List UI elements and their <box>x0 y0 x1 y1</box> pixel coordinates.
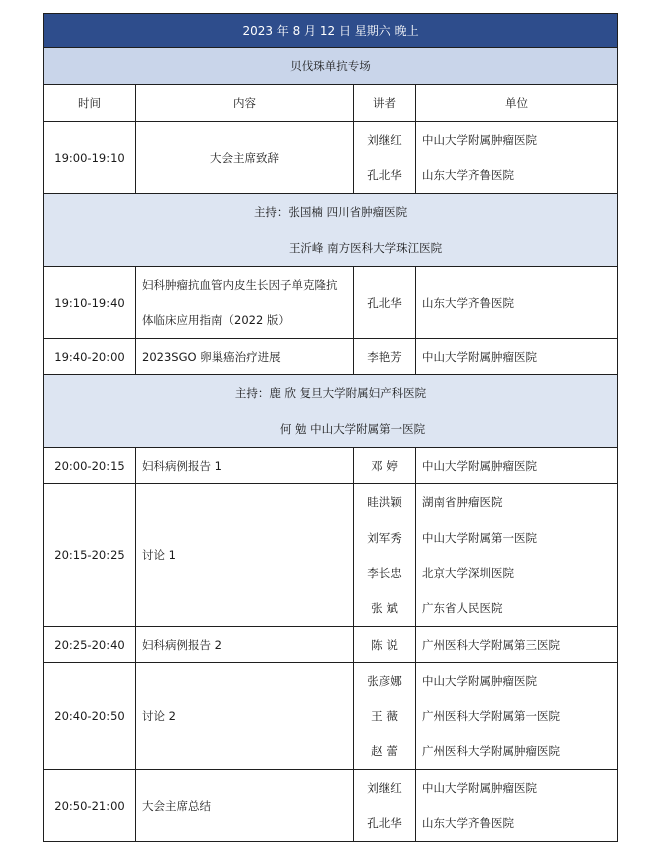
speaker-cell <box>354 663 416 770</box>
unit-cell <box>416 484 618 627</box>
header-time: 时间 <box>44 85 136 122</box>
time-cell: 19:40-20:00 <box>44 339 136 375</box>
speaker-name: 王 薇 <box>371 709 398 723</box>
header-row <box>44 85 618 122</box>
time-cell: 20:00-20:15 <box>44 448 136 484</box>
content-line: 妇科肿瘤抗血管内皮生长因子单克隆抗 <box>142 278 338 292</box>
host-row <box>44 194 618 267</box>
table-row <box>44 339 618 375</box>
speaker-cell <box>354 484 416 627</box>
speaker-name: 孔北华 <box>367 168 402 182</box>
content-cell: 2023SGO 卵巢癌治疗进展 <box>136 339 354 375</box>
content-cell: 妇科病例报告 2 <box>136 627 354 663</box>
content-line: 体临床应用指南（2022 版） <box>142 313 290 327</box>
speaker-cell: 孔北华 <box>354 267 416 339</box>
speaker-name: 刘继红 <box>367 781 402 795</box>
unit-name: 北京大学深圳医院 <box>422 566 514 580</box>
unit-cell <box>416 122 618 194</box>
host-line: 主持：张国楠 四川省肿瘤医院 <box>253 205 408 219</box>
host-line: 王沂峰 南方医科大学珠江医院 <box>288 241 443 255</box>
unit-name: 广州医科大学附属肿瘤医院 <box>422 744 560 758</box>
table-row <box>44 484 618 627</box>
content-cell <box>136 267 354 339</box>
time-cell: 20:40-20:50 <box>44 663 136 770</box>
session-title: 贝伐珠单抗专场 <box>44 48 618 85</box>
speaker-cell: 邓 婷 <box>354 448 416 484</box>
content-cell: 大会主席总结 <box>136 770 354 842</box>
unit-name: 广东省人民医院 <box>422 601 503 615</box>
header-speaker: 讲者 <box>354 85 416 122</box>
speaker-cell <box>354 122 416 194</box>
table-row <box>44 122 618 194</box>
host-row <box>44 375 618 448</box>
speaker-cell <box>354 770 416 842</box>
host-line: 何 勉 中山大学附属第一医院 <box>279 422 426 436</box>
unit-name: 中山大学附属肿瘤医院 <box>422 781 537 795</box>
speaker-name: 赵 蕾 <box>371 744 398 758</box>
speaker-name: 刘继红 <box>367 133 402 147</box>
speaker-name: 李长忠 <box>367 566 402 580</box>
table-row <box>44 627 618 663</box>
unit-cell: 中山大学附属肿瘤医院 <box>416 339 618 375</box>
content-cell: 大会主席致辞 <box>136 122 354 194</box>
schedule-table <box>43 13 618 842</box>
table-row <box>44 770 618 842</box>
table-row <box>44 663 618 770</box>
unit-name: 山东大学齐鲁医院 <box>422 168 514 182</box>
time-cell: 19:00-19:10 <box>44 122 136 194</box>
content-cell: 讨论 1 <box>136 484 354 627</box>
time-cell: 20:50-21:00 <box>44 770 136 842</box>
unit-name: 中山大学附属肿瘤医院 <box>422 133 537 147</box>
unit-name: 山东大学齐鲁医院 <box>422 816 514 830</box>
host-line: 主持：鹿 欣 复旦大学附属妇产科医院 <box>234 386 427 400</box>
speaker-cell: 李艳芳 <box>354 339 416 375</box>
unit-name: 广州医科大学附属第一医院 <box>422 709 560 723</box>
unit-cell: 广州医科大学附属第三医院 <box>416 627 618 663</box>
table-row <box>44 267 618 339</box>
speaker-cell: 陈 说 <box>354 627 416 663</box>
unit-cell: 中山大学附属肿瘤医院 <box>416 448 618 484</box>
unit-name: 中山大学附属第一医院 <box>422 531 537 545</box>
speaker-name: 张 斌 <box>371 601 398 615</box>
schedule-title: 2023 年 8 月 12 日 星期六 晚上 <box>44 14 618 48</box>
header-content: 内容 <box>136 85 354 122</box>
unit-cell <box>416 663 618 770</box>
speaker-name: 眭洪颖 <box>367 495 402 509</box>
unit-cell <box>416 770 618 842</box>
time-cell: 20:25-20:40 <box>44 627 136 663</box>
speaker-name: 张彦娜 <box>367 674 402 688</box>
unit-cell: 山东大学齐鲁医院 <box>416 267 618 339</box>
speaker-name: 刘军秀 <box>367 531 402 545</box>
unit-name: 湖南省肿瘤医院 <box>422 495 503 509</box>
content-cell: 妇科病例报告 1 <box>136 448 354 484</box>
table-row <box>44 448 618 484</box>
unit-name: 中山大学附属肿瘤医院 <box>422 674 537 688</box>
content-cell: 讨论 2 <box>136 663 354 770</box>
speaker-name: 孔北华 <box>367 816 402 830</box>
time-cell: 19:10-19:40 <box>44 267 136 339</box>
time-cell: 20:15-20:25 <box>44 484 136 627</box>
header-unit: 单位 <box>416 85 618 122</box>
